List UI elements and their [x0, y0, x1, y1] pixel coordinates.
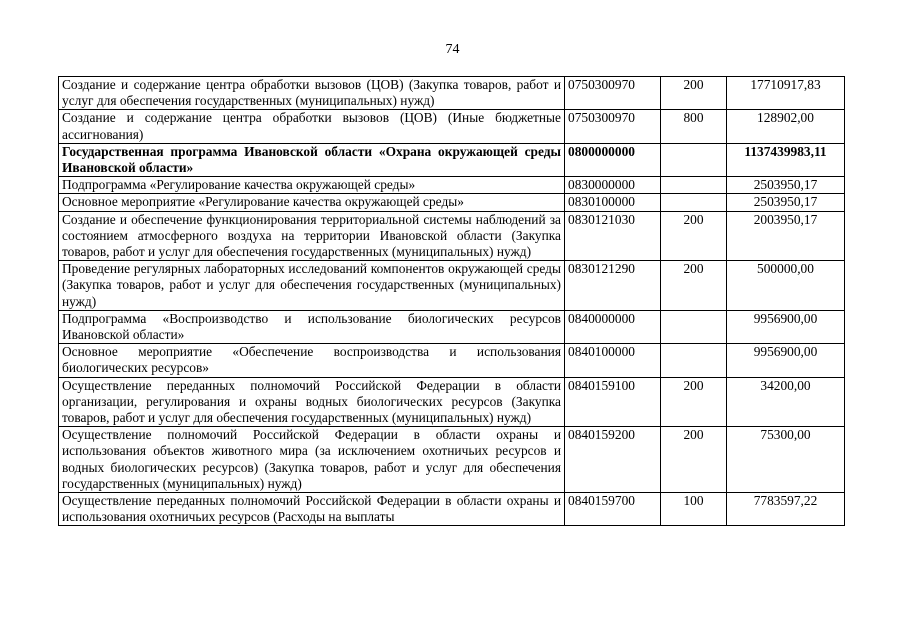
target-code-cell: 0830121030	[565, 211, 661, 261]
target-code-cell: 0830100000	[565, 194, 661, 211]
expense-type-cell: 200	[661, 261, 727, 311]
amount-cell: 500000,00	[727, 261, 845, 311]
table-row	[59, 344, 845, 377]
table-row	[59, 143, 845, 176]
target-code-cell: 0840000000	[565, 310, 661, 343]
target-code-cell: 0840100000	[565, 344, 661, 377]
budget-table-body	[59, 77, 845, 526]
item-name-cell: Государственная программа Ивановской области «Охрана окружающей среды Ивановской области»	[59, 143, 565, 176]
table-row	[59, 261, 845, 311]
amount-cell: 75300,00	[727, 427, 845, 493]
amount-cell: 34200,00	[727, 377, 845, 427]
item-name-cell: Проведение регулярных лабораторных исследований компонентов окружающей среды (Закупка товаров, работ и услуг для обеспечения государственных (муниципальных) нужд)	[59, 261, 565, 311]
expense-type-cell: 200	[661, 211, 727, 261]
amount-cell: 9956900,00	[727, 310, 845, 343]
table-row	[59, 77, 845, 110]
amount-cell: 128902,00	[727, 110, 845, 143]
item-name-cell: Подпрограмма «Регулирование качества окружающей среды»	[59, 177, 565, 194]
target-code-cell: 0800000000	[565, 143, 661, 176]
item-name-cell: Основное мероприятие «Регулирование качества окружающей среды»	[59, 194, 565, 211]
amount-cell: 2003950,17	[727, 211, 845, 261]
expense-type-cell	[661, 194, 727, 211]
item-name-cell: Основное мероприятие «Обеспечение воспроизводства и использования биологических ресурсов»	[59, 344, 565, 377]
amount-cell: 2503950,17	[727, 194, 845, 211]
target-code-cell: 0750300970	[565, 110, 661, 143]
expense-type-cell: 200	[661, 77, 727, 110]
page-number: 74	[445, 42, 460, 57]
table-row	[59, 194, 845, 211]
target-code-cell: 0840159200	[565, 427, 661, 493]
table-row	[59, 310, 845, 343]
amount-cell: 1137439983,11	[727, 143, 845, 176]
expense-type-cell: 800	[661, 110, 727, 143]
target-code-cell: 0840159700	[565, 493, 661, 526]
item-name-cell: Осуществление полномочий Российской Федерации в области охраны и использования объектов животного мира (за исключением охотничьих ресурсов и водных биологических ресурсов) (Закупка товаров, работ и услуг для обеспечения государственных (муниципальных) нужд)	[59, 427, 565, 493]
table-row	[59, 211, 845, 261]
amount-cell: 2503950,17	[727, 177, 845, 194]
target-code-cell: 0830121290	[565, 261, 661, 311]
item-name-cell: Создание и содержание центра обработки вызовов (ЦОВ) (Закупка товаров, работ и услуг для обеспечения государственных (муниципальных) нужд)	[59, 77, 565, 110]
table-row	[59, 110, 845, 143]
amount-cell: 7783597,22	[727, 493, 845, 526]
expense-type-cell: 200	[661, 377, 727, 427]
expense-type-cell: 100	[661, 493, 727, 526]
target-code-cell: 0750300970	[565, 77, 661, 110]
item-name-cell: Осуществление переданных полномочий Российской Федерации в области организации, регулирования и охраны водных биологических ресурсов (Закупка товаров, работ и услуг для обеспечения государственных (муниципальных) нужд)	[59, 377, 565, 427]
expense-type-cell: 200	[661, 427, 727, 493]
expense-type-cell	[661, 177, 727, 194]
item-name-cell: Подпрограмма «Воспроизводство и использование биологических ресурсов Ивановской области»	[59, 310, 565, 343]
amount-cell: 9956900,00	[727, 344, 845, 377]
table-row	[59, 493, 845, 526]
table-row	[59, 427, 845, 493]
target-code-cell: 0830000000	[565, 177, 661, 194]
item-name-cell: Осуществление переданных полномочий Российской Федерации в области охраны и использования охотничьих ресурсов (Расходы на выплаты	[59, 493, 565, 526]
amount-cell: 17710917,83	[727, 77, 845, 110]
table-row	[59, 377, 845, 427]
table-row	[59, 177, 845, 194]
expense-type-cell	[661, 344, 727, 377]
target-code-cell: 0840159100	[565, 377, 661, 427]
expense-type-cell	[661, 310, 727, 343]
item-name-cell: Создание и содержание центра обработки вызовов (ЦОВ) (Иные бюджетные ассигнования)	[59, 110, 565, 143]
item-name-cell: Создание и обеспечение функционирования территориальной системы наблюдений за состоянием атмосферного воздуха на территории Ивановской области (Закупка товаров, работ и услуг для обеспечения государственных (муниципальных) нужд)	[59, 211, 565, 261]
expense-type-cell	[661, 143, 727, 176]
budget-table	[58, 76, 845, 526]
